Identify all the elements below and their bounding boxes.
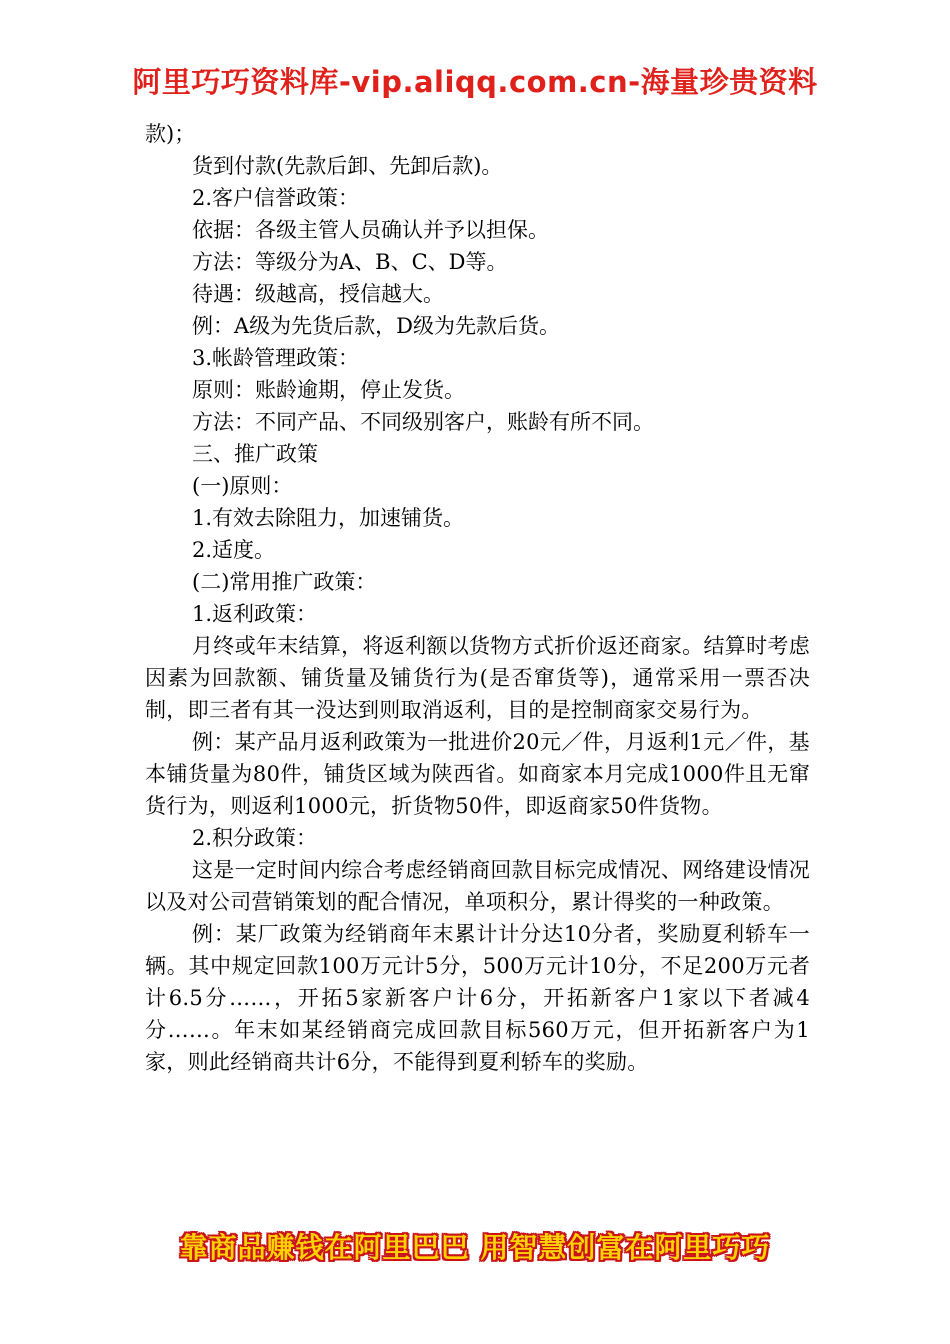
document-body — [145, 118, 810, 1078]
paragraph: 这是一定时间内综合考虑经销商回款目标完成情况、网络建设情况以及对公司营销策划的配合情况，单项积分，累计得奖的一种政策。 — [145, 858, 810, 914]
text-line: 款)； — [145, 122, 196, 146]
footer-banner: 靠商品赚钱在阿里巴巴 用智慧创富在阿里巧巧 — [179, 1231, 771, 1264]
header-banner: 阿里巧巧资料库-vip.aliqq.com.cn-海量珍贵资料 — [132, 65, 818, 99]
section-heading: 1.返利政策： — [192, 602, 318, 626]
text-line: 待遇：级越高，授信越大。 — [192, 282, 444, 306]
text-line: 2.适度。 — [192, 538, 276, 562]
section-heading: 2.客户信誉政策： — [192, 186, 360, 210]
paragraph: 例：某产品月返利政策为一批进价20元／件，月返利1元／件，基本铺货量为80件，铺货区域为陕西省。如商家本月完成1000件且无窜货行为，则返利1000元，折货物50件，即返商家50件货物。 — [145, 730, 810, 818]
section-heading: 3.帐龄管理政策： — [192, 346, 360, 370]
section-heading: (二)常用推广政策： — [192, 570, 377, 594]
text-line: 原则：账龄逾期，停止发货。 — [192, 378, 465, 402]
text-line: 方法：不同产品、不同级别客户，账龄有所不同。 — [192, 410, 654, 434]
text-line: 货到付款(先款后卸、先卸后款)。 — [192, 154, 503, 178]
text-line: 例：A级为先货后款，D级为先款后货。 — [192, 314, 561, 338]
text-line: 依据：各级主管人员确认并予以担保。 — [192, 218, 549, 242]
section-heading: (一)原则： — [192, 474, 293, 498]
text-line: 方法：等级分为A、B、C、D等。 — [192, 250, 508, 274]
paragraph: 例：某厂政策为经销商年末累计计分达10分者，奖励夏利轿车一辆。其中规定回款100万元计5分，500万元计10分，不足200万元者计6.5分……，开拓5家新客户计6分，开拓新客户1家以下者减4分……。年末如某经销商完成回款目标560万元，但开拓新客户为1家，则此经销商共计6分，不能得到夏利轿车的奖励。 — [145, 922, 810, 1074]
section-heading: 三、推广政策 — [192, 442, 318, 466]
paragraph: 月终或年末结算，将返利额以货物方式折价返还商家。结算时考虑因素为回款额、铺货量及铺货行为(是否窜货等)，通常采用一票否决制，即三者有其一没达到则取消返利，目的是控制商家交易行为。 — [145, 634, 810, 722]
text-line: 1.有效去除阻力，加速铺货。 — [192, 506, 465, 530]
section-heading: 2.积分政策： — [192, 826, 318, 850]
